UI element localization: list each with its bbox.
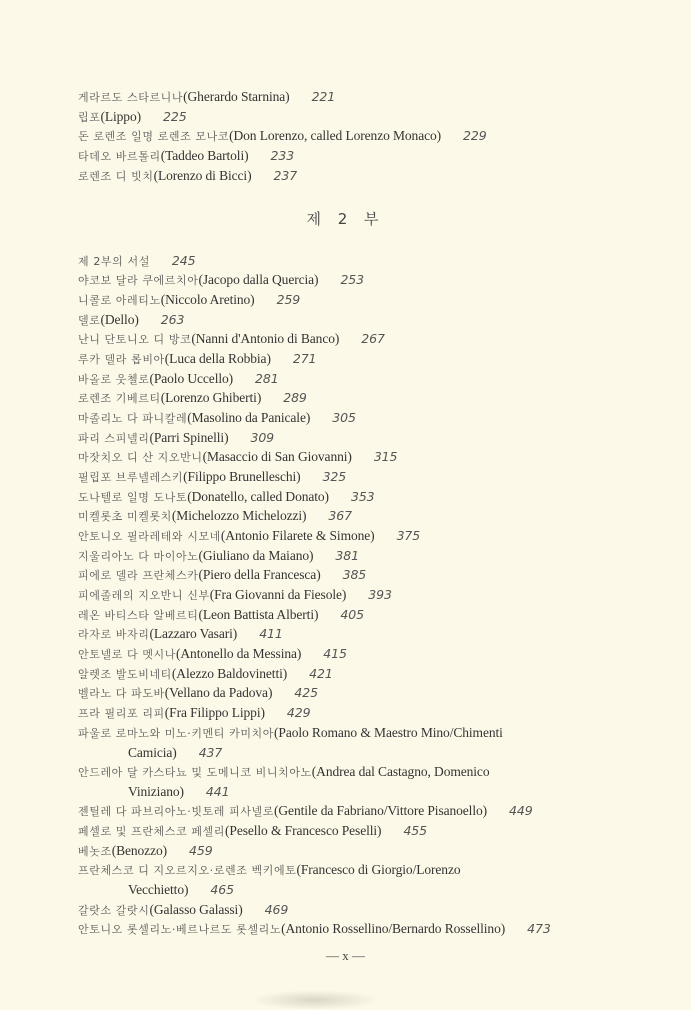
entry-page-number: 449 xyxy=(509,803,533,818)
entry-page-number: 267 xyxy=(361,331,385,346)
entry-korean-name: 마졸리노 다 파니칼레 xyxy=(78,412,188,425)
entry-original-name: (Masaccio di San Giovanni) xyxy=(202,449,352,464)
entry-page-number: 237 xyxy=(273,168,298,183)
entry-korean-name: 로렌조 기베르티 xyxy=(78,392,161,405)
entry-page-number: 441 xyxy=(205,784,230,799)
entry-original-name: (Piero della Francesca) xyxy=(198,567,321,582)
toc-entry xyxy=(78,921,551,938)
entry-original-name: (Leon Battista Alberti) xyxy=(198,607,319,622)
toc-entry xyxy=(78,331,385,348)
entry-korean-name: 미켈롯초 미켈롯치 xyxy=(78,510,172,523)
entry-page-number: 259 xyxy=(276,292,301,307)
toc-entry xyxy=(78,312,184,329)
entry-korean-name: 안토넬로 다 멧시나 xyxy=(78,648,177,661)
entry-page-number: 353 xyxy=(350,489,375,504)
entry-korean-name: 지울리아노 다 마이아노 xyxy=(78,550,199,563)
entry-original-name: (Paolo Romano & Maestro Mino/Chimenti xyxy=(274,725,503,740)
entry-page-number: 233 xyxy=(270,148,295,163)
entry-page-number: 381 xyxy=(335,548,359,563)
entry-original-name: (Parri Spinelli) xyxy=(149,430,229,445)
entry-original-name: (Lazzaro Vasari) xyxy=(149,626,238,641)
toc-entry xyxy=(78,351,316,368)
entry-korean-name: 피에졸레의 지오반니 신부 xyxy=(78,589,210,602)
entry-korean-name: 도나텔로 일명 도나토 xyxy=(78,491,188,504)
entry-page-number: 245 xyxy=(171,253,196,268)
entry-original-name: (Lippo) xyxy=(100,109,141,124)
entry-original-name: (Gentile da Fabriano/Vittore Pisanoello) xyxy=(274,803,488,818)
toc-entry xyxy=(78,902,288,919)
entry-page-number: 375 xyxy=(396,528,421,543)
toc-entry xyxy=(78,764,489,800)
entry-page-number: 415 xyxy=(323,646,347,661)
entry-original-name: (Lorenzo Ghiberti) xyxy=(160,390,262,405)
entry-korean-name: 바올로 웃첼로 xyxy=(78,373,150,386)
entry-korean-name: 라자로 바자리 xyxy=(78,628,150,641)
entry-original-name: (Niccolo Aretino) xyxy=(160,292,255,307)
entry-page-number: 225 xyxy=(163,109,187,124)
entry-page-number: 281 xyxy=(255,371,279,386)
toc-entry xyxy=(78,567,366,584)
entry-original-name: (Fra Giovanni da Fiesole) xyxy=(209,587,347,602)
entry-korean-name: 젠틸레 다 파브리아노·빗토레 피사넬로 xyxy=(78,805,275,818)
entry-page-number: 473 xyxy=(527,921,551,936)
entry-page-number: 455 xyxy=(403,823,428,838)
toc-entry xyxy=(78,587,392,604)
entry-page-number: 465 xyxy=(210,882,234,897)
toc-entry xyxy=(78,449,397,466)
toc-entry xyxy=(78,128,487,145)
entry-page-number: 425 xyxy=(294,685,318,700)
entry-korean-name: 프란체스코 디 지오르지오·로렌조 벡키에토 xyxy=(78,864,297,877)
toc-entry xyxy=(78,685,318,702)
entry-page-number: 305 xyxy=(332,410,356,425)
entry-page-number: 271 xyxy=(292,351,317,366)
entry-original-name: (Michelozzo Michelozzi) xyxy=(171,508,307,523)
entry-original-name: (Paolo Uccello) xyxy=(149,371,234,386)
entry-korean-name: 프라 필리포 리피 xyxy=(78,707,165,720)
entry-page-number: 393 xyxy=(368,587,392,602)
toc-entry xyxy=(78,168,297,185)
entry-page-number: 421 xyxy=(309,666,333,681)
toc-entry xyxy=(78,548,359,565)
entry-page-number: 385 xyxy=(342,567,367,582)
entry-korean-name: 피에로 델라 프란체스카 xyxy=(78,569,199,582)
entry-korean-name: 제 2부의 서설 xyxy=(78,255,150,268)
entry-continuation-line: Viniziano) 441 xyxy=(128,784,230,799)
entry-korean-name: 파리 스피넬리 xyxy=(78,432,150,445)
toc-entry xyxy=(78,390,307,407)
entry-original-name: (Antonello da Messina) xyxy=(176,646,302,661)
toc-entry xyxy=(78,843,213,860)
entry-korean-name: 벨라노 다 파도바 xyxy=(78,687,165,700)
entry-original-name: (Giuliano da Maiano) xyxy=(198,548,314,563)
entry-korean-name: 파울로 로마노와 미노·키멘티 카미치아 xyxy=(78,727,275,740)
entry-page-number: 469 xyxy=(264,902,289,917)
toc-entry xyxy=(78,803,533,820)
entry-original-name: (Francesco di Giorgio/Lorenzo xyxy=(296,862,461,877)
entry-page-number: 253 xyxy=(340,272,365,287)
entry-korean-name: 안토니오 롯셀리노·베르나르도 롯셀리노 xyxy=(78,923,282,936)
toc-entry xyxy=(78,705,310,722)
entry-original-name: (Jacopo dalla Quercia) xyxy=(198,272,319,287)
entry-original-name: (Luca della Robbia) xyxy=(164,351,271,366)
entry-korean-name: 돈 로렌조 일명 로렌조 모나코 xyxy=(78,130,230,143)
entry-original-name: (Taddeo Bartoli) xyxy=(160,148,249,163)
entry-page-number: 289 xyxy=(283,390,307,405)
entry-korean-name: 난니 단토니오 디 방코 xyxy=(78,333,192,346)
entry-korean-name: 레온 바티스타 알베르티 xyxy=(78,609,199,622)
entry-page-number: 459 xyxy=(189,843,213,858)
toc-entry xyxy=(78,430,274,447)
entry-korean-name: 델로 xyxy=(78,314,101,327)
entry-original-name: (Dello) xyxy=(100,312,139,327)
entry-page-number: 411 xyxy=(259,626,283,641)
entry-page-number: 229 xyxy=(463,128,487,143)
toc-entry xyxy=(78,469,346,486)
entry-original-name: (Benozzo) xyxy=(111,843,168,858)
part-heading: 제 2 부 xyxy=(306,210,385,228)
toc-entry xyxy=(78,489,375,506)
toc-entry xyxy=(78,666,333,683)
entry-original-name: (Alezzo Baldovinetti) xyxy=(171,666,288,681)
toc-entry xyxy=(78,607,364,624)
entry-korean-name: 안토니오 필라레테와 시모네 xyxy=(78,530,221,543)
entry-korean-name: 안드레아 달 카스타뇨 및 도메니코 비니치아노 xyxy=(78,766,312,779)
entry-original-name: (Filippo Brunelleschi) xyxy=(183,469,301,484)
scan-smudge xyxy=(250,990,380,1010)
entry-korean-name: 게라르도 스타르니나 xyxy=(78,91,184,104)
entry-original-name: (Masolino da Panicale) xyxy=(187,410,311,425)
toc-entry xyxy=(78,109,187,126)
entry-korean-name: 루카 델라 롭비아 xyxy=(78,353,165,366)
entry-korean-name: 알렛조 발도비네티 xyxy=(78,668,172,681)
entry-page-number: 263 xyxy=(160,312,185,327)
entry-original-name: (Vellano da Padova) xyxy=(164,685,273,700)
entry-original-name: (Andrea dal Castagno, Domenico xyxy=(311,764,490,779)
toc-entry xyxy=(78,508,352,525)
toc-entry xyxy=(78,89,335,106)
toc-entry xyxy=(78,646,347,663)
toc-entry xyxy=(78,371,279,388)
toc-entry xyxy=(78,272,364,289)
entry-original-name: (Antonio Rossellino/Bernardo Rossellino) xyxy=(281,921,506,936)
toc-entry xyxy=(78,410,356,427)
entry-korean-name: 타데오 바르톨리 xyxy=(78,150,161,163)
entry-korean-name: 마잣치오 디 산 지오반니 xyxy=(78,451,203,464)
entry-original-name: (Gherardo Starnina) xyxy=(183,89,290,104)
toc-entry xyxy=(78,253,195,270)
toc-entry xyxy=(78,528,420,545)
entry-original-name: (Lorenzo di Bicci) xyxy=(153,168,252,183)
toc-entry xyxy=(78,292,300,309)
entry-original-name: (Galasso Galassi) xyxy=(149,902,243,917)
toc-entry xyxy=(78,823,427,840)
entry-page-number: 437 xyxy=(198,745,223,760)
entry-page-number: 309 xyxy=(250,430,275,445)
entry-original-name: (Don Lorenzo, called Lorenzo Monaco) xyxy=(229,128,442,143)
entry-korean-name: 필립포 브루넬레스키 xyxy=(78,471,184,484)
entry-original-name: (Antonio Filarete & Simone) xyxy=(220,528,375,543)
entry-original-name: (Pesello & Francesco Peselli) xyxy=(225,823,382,838)
entry-page-number: 221 xyxy=(311,89,336,104)
entry-original-name: (Fra Filippo Lippi) xyxy=(164,705,265,720)
toc-entry xyxy=(78,725,503,761)
toc-entry xyxy=(78,626,283,643)
entry-original-name: (Nanni d'Antonio di Banco) xyxy=(191,331,340,346)
entry-page-number: 405 xyxy=(340,607,364,622)
entry-korean-name: 야코보 달라 쿠에르치아 xyxy=(78,274,199,287)
entry-korean-name: 니콜로 아레티노 xyxy=(78,294,161,307)
entry-korean-name: 로렌조 디 빗치 xyxy=(78,170,154,183)
entry-korean-name: 베놋조 xyxy=(78,845,112,858)
entry-page-number: 367 xyxy=(328,508,352,523)
toc-entry xyxy=(78,862,461,898)
page-folio-number: — x — xyxy=(326,948,365,963)
entry-continuation-line: Camicia) 437 xyxy=(128,745,223,760)
entry-korean-name: 페셀로 및 프란체스코 페셀리 xyxy=(78,825,226,838)
toc-entry xyxy=(78,148,294,165)
entry-continuation-line: Vecchietto) 465 xyxy=(128,882,234,897)
entry-page-number: 325 xyxy=(322,469,347,484)
entry-page-number: 429 xyxy=(286,705,311,720)
entry-page-number: 315 xyxy=(373,449,398,464)
entry-korean-name: 립포 xyxy=(78,111,101,124)
entry-original-name: (Donatello, called Donato) xyxy=(187,489,329,504)
entry-korean-name: 갈랏소 갈랏시 xyxy=(78,904,150,917)
